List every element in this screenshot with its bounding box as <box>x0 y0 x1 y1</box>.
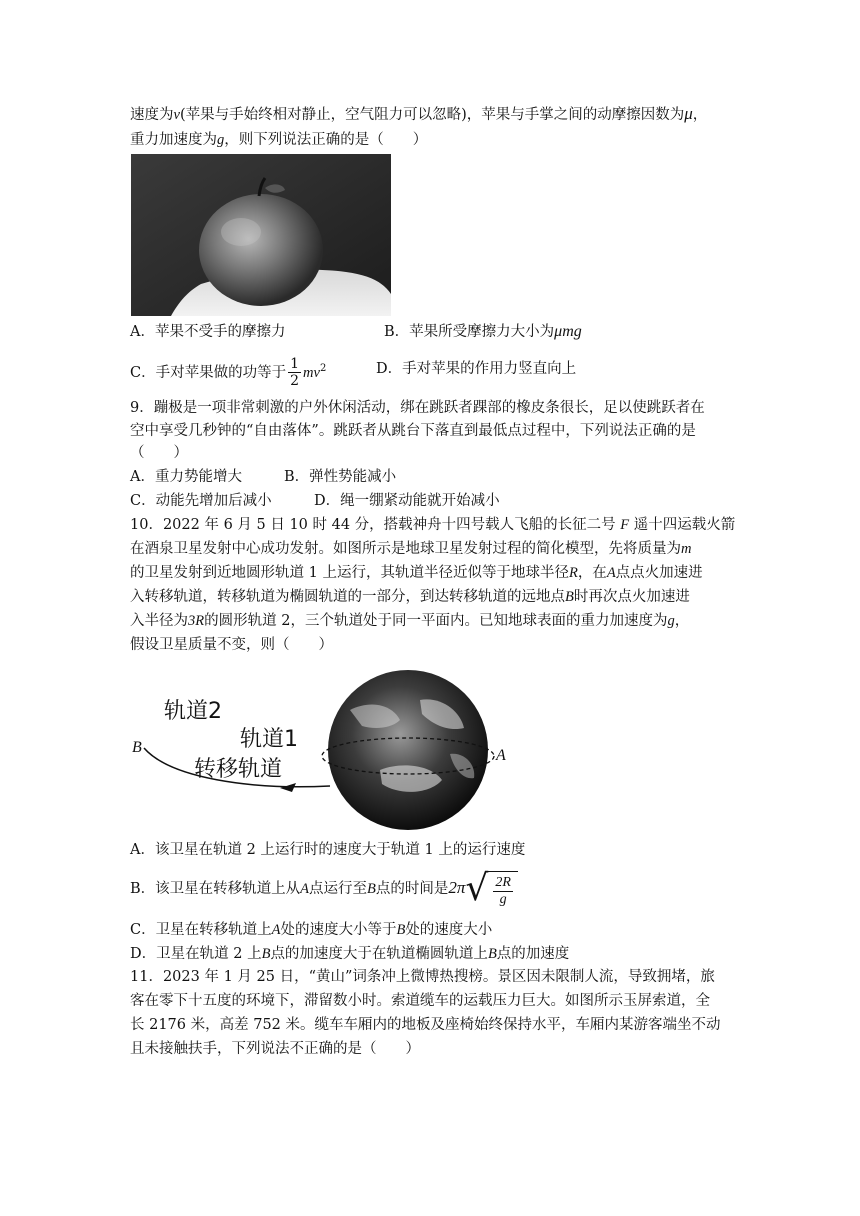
label-transfer-orbit: 转移轨道 <box>194 757 283 782</box>
q9-stem-line-2: 空中享受几秒钟的“自由落体”。跳跃者从跳台下落直到最低点过程中，下列说法正确的是 <box>130 423 696 439</box>
orbit-arrow <box>280 783 296 792</box>
label-point-b: B <box>132 739 142 756</box>
q8-option-d: D．手对苹果的作用力竖直向上 <box>376 361 577 377</box>
q9-option-a: A．重力势能增大 <box>130 469 242 485</box>
q9-option-d: D．绳一绷紧动能就开始减小 <box>314 493 500 509</box>
q11-stem-line-3: 长 2176 米，高差 752 米。缆车车厢内的地板及座椅始终保持水平，车厢内某游客端坐不动 <box>130 1017 721 1033</box>
label-orbit-2: 轨道2 <box>164 699 222 724</box>
q9-option-c: C．动能先增加后减小 <box>130 493 272 509</box>
q10-option-b: B．该卫星在转移轨道上从A点运行至B点的时间是2π √ $\frac{2R}{g}$ <box>130 866 518 911</box>
q10-option-a: A．该卫星在轨道 2 上运行时的速度大于轨道 1 上的运行速度 <box>130 842 526 858</box>
q10-stem-line-3: 的卫星发射到近地圆形轨道 1 上运行，其轨道半径近似等于地球半径R，在A点点火加速进 <box>130 565 703 581</box>
q8-option-c: C．手对苹果做的功等于 $\frac{1}{2}$ $mv^2$ <box>130 356 327 390</box>
q10-option-c: C．卫星在转移轨道上A处的速度大小等于B处的速度大小 <box>130 922 493 938</box>
q10-stem-line-5: 入半径为3R的圆形轨道 2，三个轨道处于同一平面内。已知地球表面的重力加速度为g， <box>130 613 690 629</box>
q8-stem-line-2: 重力加速度为g，则下列说法正确的是（ ） <box>130 132 428 148</box>
q10-option-d: D．卫星在轨道 2 上B点的加速度大于在轨道椭圆轨道上B点的加速度 <box>130 946 570 962</box>
q9-stem-line-3: （ ） <box>130 445 188 461</box>
orbit-diagram <box>130 670 520 830</box>
label-orbit-1: 轨道1 <box>240 727 298 752</box>
q8-stem-line-1: 速度为v(苹果与手始终相对静止，空气阻力可以忽略)，苹果与手掌之间的动摩擦因数为μ， <box>130 104 708 123</box>
q11-stem-line-4: 且未接触扶手，下列说法不正确的是（ ） <box>130 1041 420 1057</box>
q11-stem-line-2: 客在零下十五度的环境下，滞留数小时。索道缆车的运载压力巨大。如图所示玉屏索道，全 <box>130 993 710 1009</box>
q10-stem-line-2: 在酒泉卫星发射中心成功发射。如图所示是地球卫星发射过程的简化模型，先将质量为m <box>130 541 692 557</box>
apple-in-hand-photo <box>131 154 391 316</box>
q9-option-b: B．弹性势能减小 <box>284 469 397 485</box>
fraction-one-half: $\frac{1}{2}$ <box>290 356 300 390</box>
earth-globe <box>328 670 488 830</box>
q8-option-b: B．苹果所受摩擦力大小为μmg <box>384 323 582 340</box>
q10-stem-line-1: 10．2022 年 6 月 5 日 10 时 44 分，搭载神舟十四号载人飞船的长征二号 F 遥十四运载火箭 <box>130 517 736 533</box>
square-root: √ $\frac{2R}{g}$ <box>465 867 518 911</box>
q9-stem-line-1: 9．蹦极是一项非常刺激的户外休闲活动，绑在跳跃者踝部的橡皮条很长，足以使跳跃者在 <box>130 400 705 416</box>
q10-stem-line-4: 入转移轨道，转移轨道为椭圆轨道的一部分，到达转移轨道的远地点B时再次点火加速进 <box>130 589 690 605</box>
q10-stem-line-6: 假设卫星质量不变，则（ ） <box>130 637 333 653</box>
q11-stem-line-1: 11．2023 年 1 月 25 日，“黄山”词条冲上微博热搜榜。景区因未限制人流，导致拥堵，旅 <box>130 969 715 985</box>
label-point-a: A <box>496 747 506 764</box>
q8-option-a: A．苹果不受手的摩擦力 <box>130 324 286 340</box>
